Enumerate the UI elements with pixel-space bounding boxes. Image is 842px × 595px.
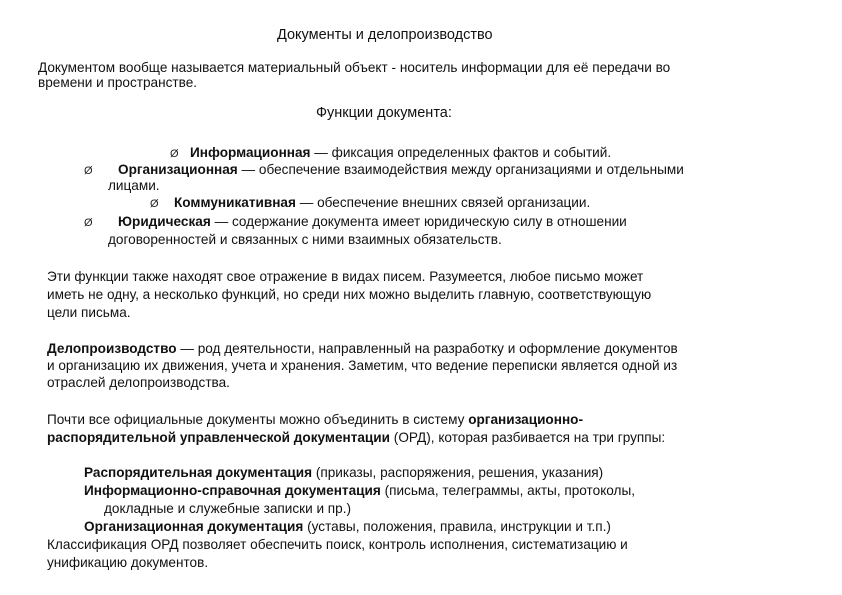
group-item: Распорядительная документация (приказы, распоряжения, решения, указания) [84, 465, 604, 480]
group-term: Распорядительная документация [84, 465, 313, 480]
records-term: Делопроизводство [47, 341, 177, 356]
page-title: Документы и делопроизводство [277, 27, 493, 43]
function-desc-continued: договоренностей и связанных с ними взаимных обязательств. [108, 232, 502, 247]
function-term: Информационная [190, 145, 311, 160]
function-term: Коммуникативная [174, 195, 296, 210]
function-desc: — содержание документа имеет юридическую силу в отношении [210, 214, 627, 229]
function-item [170, 145, 611, 162]
definition-line: времени и пространстве. [38, 75, 198, 90]
classification-line: унификацию документов. [47, 555, 209, 570]
records-line: отраслей делопроизводства. [47, 375, 230, 390]
definition-line: Документом вообще называется материальный объект - носитель информации для её передачи во [38, 60, 671, 75]
function-desc-continued: лицами. [108, 178, 160, 193]
arrow-bullet-icon: Ø [170, 148, 179, 160]
records-line: Делопроизводство — род деятельности, направленный на разработку и оформление документов [47, 341, 678, 356]
ord-line: Почти все официальные документы можно объединить в систему организационно- [47, 412, 583, 427]
group-term: Организационная документация [84, 519, 304, 534]
function-desc: — фиксация определенных фактов и событий. [310, 145, 612, 160]
paragraph-line: Эти функции также находят свое отражение в видах писем. Разумеется, любое письмо может [47, 269, 644, 284]
group-item: Организационная документация (уставы, положения, правила, инструкции и т.п.) [84, 519, 611, 534]
arrow-bullet-icon: Ø [150, 198, 159, 210]
records-line: и организацию их движения, учета и хранения. Заметим, что ведение переписки является одной из [47, 358, 678, 373]
paragraph-line: иметь не одну, а несколько функций, но среди них можно выделить главную, соответствующую [47, 287, 652, 302]
classification-line: Классификация ОРД позволяет обеспечить поиск, контроль исполнения, систематизацию и [47, 537, 628, 552]
group-desc-continued: докладные и служебные записки и пр.) [104, 501, 352, 516]
function-desc: — обеспечение взаимодействия между организациями и отдельными [237, 162, 684, 177]
function-item [84, 162, 684, 179]
function-item [150, 195, 590, 212]
group-item: Информационно-справочная документация (письма, телеграммы, акты, протоколы, [84, 483, 636, 498]
function-desc: — обеспечение внешних связей организации. [295, 195, 591, 210]
arrow-bullet-icon: Ø [84, 217, 93, 229]
function-term: Юридическая [118, 214, 211, 229]
group-term: Информационно-справочная документация [84, 483, 381, 498]
ord-line: распорядительной управленческой документации (ОРД), которая разбивается на три группы: [47, 430, 666, 445]
function-term: Организационная [118, 162, 238, 177]
functions-heading: Функции документа: [316, 105, 452, 121]
ord-term: организационно- [468, 412, 583, 427]
arrow-bullet-icon: Ø [84, 165, 93, 177]
function-item [84, 214, 627, 231]
ord-term: распорядительной управленческой документации [47, 430, 391, 445]
paragraph-line: цели письма. [47, 305, 131, 320]
